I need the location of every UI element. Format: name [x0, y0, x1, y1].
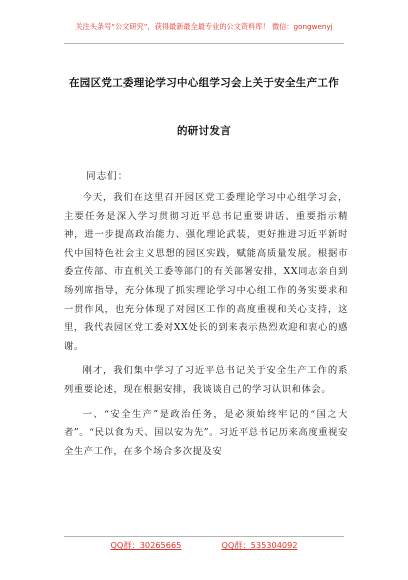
body-paragraph: 一、“安全生产”是政治任务，是必须始终牢记的“国之大者”。“民以食为天、国以安为先”。习近平总书记历来高度重视安全生产工作，在多个场合多次提及安	[64, 408, 348, 457]
salutation: 同志们：	[86, 171, 129, 182]
body-paragraph: 今天，我们在这里召开园区党工委理论学习中心组学习会，主要任务是深入学习贯彻习近平总书记重要讲话、重要指示精神，进一步提高政治能力、强化理论武装，更好推进习近平新时代中国特色社会主义思想的园区实践，赋能高质量发展。根据市委宣传部、市直机关工委等部门的有关部署安排，XX同志亲自到场列席指导，充分体现了抓实理论学习中心组工作的务实要求和一贯作风，也充分体现了对园区工作的高度重视和关心支持，这里，我代表园区党工委对XX处长的到来表示热烈欢迎和衷心的感谢。	[64, 192, 348, 352]
document-body	[64, 189, 348, 467]
header-promo-text: 关注头条号“公文研究”，获得最新最全最专业的公文资料库！ 微信：gongwenyj	[75, 22, 333, 31]
footer-contact	[0, 540, 408, 551]
document-title-line-1: 在园区党工委理论学习中心组学习会上关于安全生产工作	[69, 77, 339, 89]
document-title-line-2: 的研讨发言	[177, 125, 231, 137]
footer-divider	[64, 536, 344, 537]
header-divider	[64, 43, 344, 44]
footer-qq-group-2: QQ群：535304092	[221, 540, 298, 550]
footer-qq-group-1: QQ群：30265665	[110, 540, 182, 550]
body-paragraph: 刚才，我们集中学习了习近平总书记关于安全生产工作的系列重要论述，现在根据安排，我谈谈自己的学习认识和体会。	[64, 365, 348, 395]
